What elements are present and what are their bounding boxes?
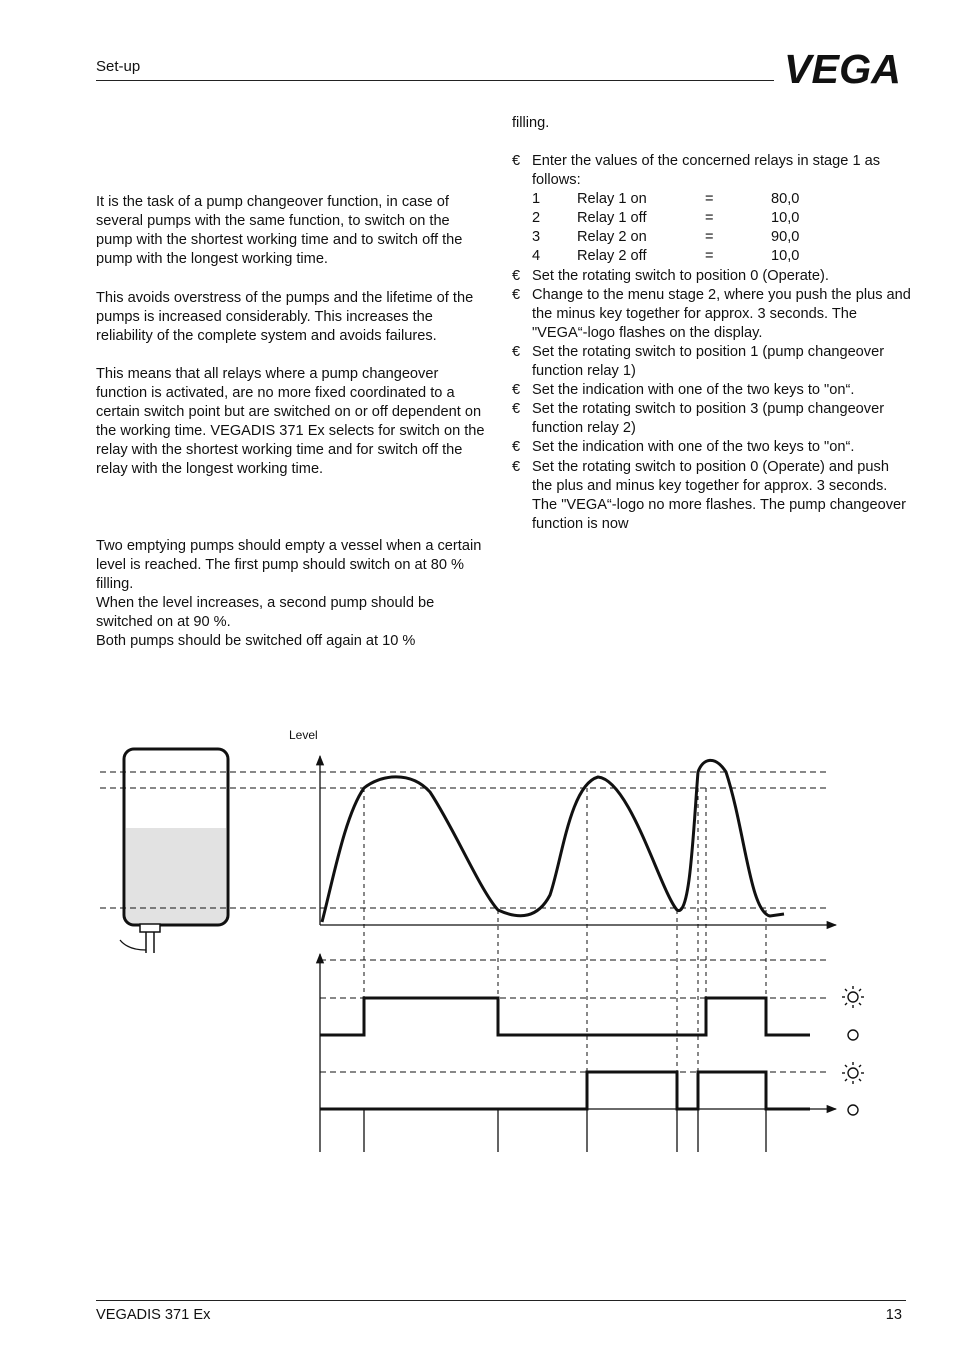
relay-2-signal [320, 1072, 810, 1109]
vessel-icon [120, 749, 228, 953]
second-pump-paragraph: When the level increases, a second pump should be switched on at 90 %. [96, 595, 435, 631]
time-ticks [364, 1109, 766, 1152]
list-item: € Set the indication with one of the two keys to "on“. [512, 382, 855, 399]
table-row: 3 Relay 2 on = 90,0 [532, 229, 800, 246]
table-row: 1 Relay 1 on = 80,0 [532, 191, 800, 208]
list-item: € Enter the values of the concerned relays in stage 1 as follows: [512, 153, 881, 189]
relay-2-lamp-off-icon [848, 1105, 858, 1115]
table-row: 4 Relay 2 off = 10,0 [532, 248, 800, 265]
list-item: € Set the rotating switch to position 3 (pump changeover function relay 2) [512, 401, 885, 437]
example-paragraph: Two emptying pumps should empty a vessel when a certain level is reached. The first pump should switch on at 80 % filling. [96, 538, 482, 593]
table-row: 2 Relay 1 off = 10,0 [532, 210, 800, 227]
list-item: € Set the rotating switch to position 1 (pump changeover function relay 1) [512, 343, 885, 380]
footer-product: VEGADIS 371 Ex [96, 1307, 211, 1323]
level-axis-label: Level [289, 728, 318, 742]
relay-1-lamp-on-icon [842, 986, 864, 1008]
relay-axes [320, 954, 836, 1152]
vega-logo-text: VEGA [784, 50, 901, 86]
working-time-paragraph: This means that all relays where a pump changeover function is activated, are no more fixed coordinated to a certain switch point but are switched on or off dependent on the working time. VEGADIS 371 Ex selects for switch on the relay with the shortest working time and for switch off the relay with the longest working time. [96, 366, 485, 478]
page-number: 13 [885, 1307, 902, 1323]
list-item: € Set the rotating switch to position 0 (Operate) and push the plus and minus key together for approx. 3 seconds. The "VEGA“-logo no more flashes. The pump changeover function is now [512, 458, 907, 532]
switch-off-paragraph: Both pumps should be switched off again at 10 % [96, 633, 416, 649]
list-item: € Change to the menu stage 2, where you push the plus and the minus key together for approx. 3 seconds. The "VEGA“-logo flashes on the display. [512, 286, 911, 341]
section-title: Set-up [96, 58, 141, 75]
list-item: € Set the indication with one of the two keys to "on“. [512, 439, 855, 456]
continuation-text: filling. [512, 115, 550, 131]
list-item: € Set the rotating switch to position 0 (Operate). [512, 267, 829, 284]
relay-1-lamp-off-icon [848, 1030, 858, 1040]
relay-1-signal [320, 998, 810, 1035]
benefit-paragraph: This avoids overstress of the pumps and the lifetime of the pumps is increased considerably. This increases the reliability of the complete system and avoids failures. [96, 290, 474, 345]
footer-rule [96, 1300, 906, 1301]
relay-2-lamp-on-icon [842, 1062, 864, 1084]
level-curve [322, 760, 784, 922]
intro-paragraph: It is the task of a pump changeover function, in case of several pumps with the same function, to switch on the pump with the shortest working time and to switch off the pump with the longest working time. [96, 194, 463, 268]
